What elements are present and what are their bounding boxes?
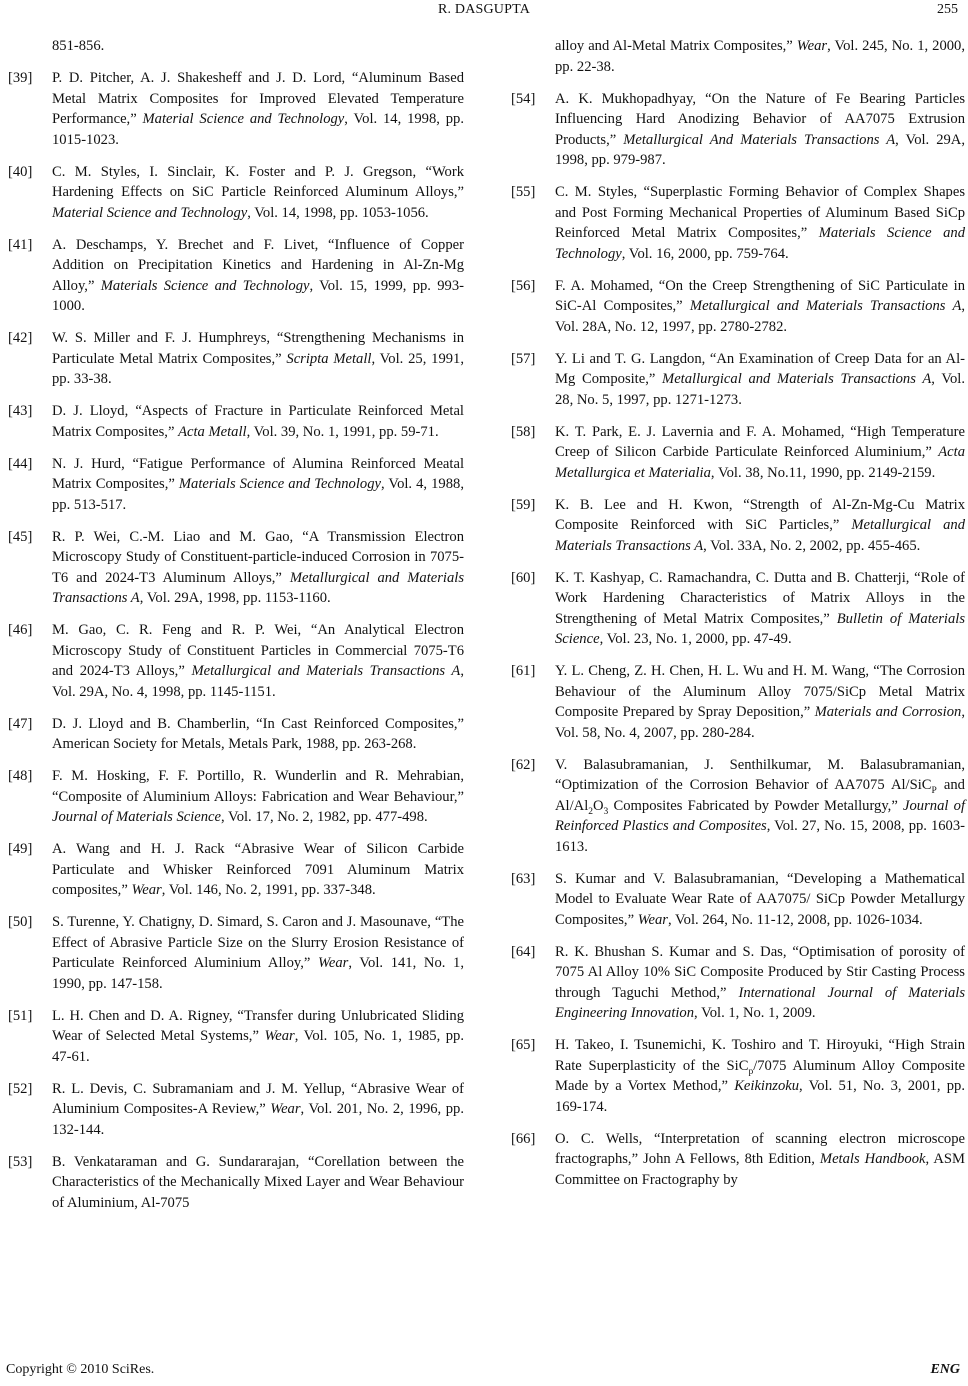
reference-entry [8, 527, 464, 609]
reference-continuation: 851-856. [52, 38, 105, 54]
reference-text: B. Venkataraman and G. Sundararajan, “Corellation between the Characteristics of the Mechanically Mixed Layer and Wear Behaviour of Aluminium, Al-7075 [52, 1153, 464, 1211]
reference-text: R. P. Wei, C.-M. Liao and M. Gao, “A Transmission Electron Microscopy Study of Constituent-particle-induced Corrosion in 7075-T6 and 2024-T3 Aluminum Alloys,” Metallurgical and Materials Transactions A, Vol. 29A, 1998, pp. 1153-1160. [52, 528, 464, 606]
copyright-notice: Copyright © 2010 SciRes. [6, 1362, 155, 1377]
reference-entry [511, 276, 965, 338]
reference-number: [54] [511, 90, 536, 107]
reference-text: K. T. Kashyap, C. Ramachandra, C. Dutta and B. Chatterji, “Role of Work Hardening Characteristics of Matrix Alloys in the Strengthening of Metal Matrix Composites,” Bulletin of Materials Science, Vol. 23, No. 1, 2000, pp. 47-49. [555, 569, 965, 647]
reference-text: P. D. Pitcher, A. J. Shakesheff and J. D. Lord, “Aluminum Based Metal Matrix Composites for Improved Elevated Temperature Performance,” Material Science and Technology, Vol. 14, 1998, pp. 1015-1023. [52, 70, 464, 148]
reference-text: D. J. Lloyd and B. Chamberlin, “In Cast Reinforced Composites,” American Society for Metals, Metals Park, 1988, pp. 263-268. [52, 715, 464, 752]
reference-entry [511, 1129, 965, 1191]
reference-continuation: alloy and Al-Metal Matrix Composites,” Wear, Vol. 245, No. 1, 2000, pp. 22-38. [555, 38, 966, 75]
journal-abbrev: ENG [930, 1362, 960, 1377]
reference-number: [65] [511, 1037, 536, 1053]
reference-entry [8, 454, 464, 516]
reference-entry [8, 401, 464, 442]
reference-text: W. S. Miller and F. J. Humphreys, “Strengthening Mechanisms in Particulate Metal Matrix Composites,” Scripta Metall, Vol. 25, 1991, pp. 33-38. [52, 330, 464, 387]
reference-text: O. C. Wells, “Interpretation of scanning electron microscope fractographs,” John A Fellows, 8th Edition, Metals Handbook, ASM Committee on Fractography by [555, 1130, 965, 1188]
reference-list-right [511, 89, 965, 1191]
reference-number: [59] [511, 496, 536, 513]
reference-entry [8, 839, 464, 901]
reference-number: [61] [511, 663, 536, 679]
running-head-author: R. DASGUPTA [437, 2, 531, 17]
reference-number: [47] [8, 715, 33, 732]
reference-text: D. J. Lloyd, “Aspects of Fracture in Particulate Reinforced Metal Matrix Composites,” Acta Metall, Vol. 39, No. 1, 1991, pp. 59-71. [52, 403, 464, 440]
reference-entry [8, 235, 464, 317]
reference-entry [8, 1079, 464, 1141]
reference-number: [57] [511, 350, 536, 367]
references-right-column [511, 36, 965, 1202]
reference-entry [511, 182, 965, 264]
reference-entry [511, 89, 965, 171]
reference-entry [511, 869, 965, 931]
reference-entry [511, 568, 965, 650]
references-left-column [8, 36, 464, 1225]
reference-text: F. A. Mohamed, “On the Creep Strengthening of SiC Particulate in SiC-Al Composites,” Metallurgical and Materials Transactions A, Vol. 28A, No. 12, 1997, pp. 2780-2782. [555, 277, 966, 335]
reference-text: H. Takeo, I. Tsunemichi, K. Toshiro and T. Hiroyuki, “High Strain Rate Superplasticity of the SiC$_p$/7075 Aluminum Alloy Composite Made by a Vortex Method,” Keikinzoku, Vol. 51, No. 3, 2001, pp. 169-174. [555, 1037, 966, 1115]
reference-text: Y. L. Cheng, Z. H. Chen, H. L. Wu and H. M. Wang, “The Corrosion Behaviour of the Aluminum Alloy 7075/SiCp Metal Matrix Composite Prepared by Spray Deposition,” Materials and Corrosion, Vol. 58, No. 4, 2007, pp. 280-284. [555, 663, 965, 741]
reference-entry [511, 422, 965, 484]
reference-number: [49] [8, 841, 33, 857]
reference-entry [8, 766, 464, 828]
reference-text: S. Kumar and V. Balasubramanian, “Developing a Mathematical Model to Evaluate Wear Rate of AA7075/ SiCp Powder Metallurgy Composites,” Wear, Vol. 264, No. 11-12, 2008, pp. 1026-1034. [555, 870, 965, 928]
reference-text: K. T. Park, E. J. Lavernia and F. A. Mohamed, “High Temperature Creep of Silicon Carbide Particulate Reinforced Aluminium,” Acta Metallurgica et Materialia, Vol. 38, No.11, 1990, pp. 2149-2159. [555, 423, 965, 481]
reference-text: F. M. Hosking, F. F. Portillo, R. Wunderlin and R. Mehrabian, “Composite of Aluminium Alloys: Fabrication and Wear Behaviour,” Journal of Materials Science, Vol. 17, No. 2, 1982, pp. 477-498. [52, 768, 464, 825]
reference-text: Y. Li and T. G. Langdon, “An Examination of Creep Data for an Al-Mg Composite,” Metallurgical and Materials Transactions A, Vol. 28, No. 5, 1997, pp. 1271-1273. [555, 350, 965, 408]
reference-text: R. L. Devis, C. Subramaniam and J. M. Yellup, “Abrasive Wear of Aluminium Composites-A Review,” Wear, Vol. 201, No. 2, 1996, pp. 132-144. [52, 1080, 465, 1138]
reference-number: [63] [511, 870, 536, 887]
reference-text: M. Gao, C. R. Feng and R. P. Wei, “An Analytical Electron Microscopy Study of Constituent Particles in Commercial 7075-T6 and 2024-T3 Alloys,” Metallurgical and Materials Transactions A, Vol. 29A, No. 4, 1998, pp. 1145-1151. [52, 622, 464, 700]
reference-number: [52] [8, 1080, 33, 1097]
reference-text: L. H. Chen and D. A. Rigney, “Transfer during Unlubricated Sliding Wear of Selected Metal Systems,” Wear, Vol. 105, No. 1, 1985, pp. 47-61. [52, 1007, 464, 1065]
reference-entry [8, 162, 464, 224]
reference-number: [50] [8, 914, 33, 930]
reference-entry [8, 68, 464, 150]
reference-number: [53] [8, 1153, 33, 1170]
reference-text: K. B. Lee and H. Kwon, “Strength of Al-Zn-Mg-Cu Matrix Composite Reinforced with SiC Particles,” Metallurgical and Materials Transactions A, Vol. 33A, No. 2, 2002, pp. 455-465. [555, 496, 966, 554]
reference-text: S. Turenne, Y. Chatigny, D. Simard, S. Caron and J. Masounave, “The Effect of Abrasive Particle Size on the Slurry Erosion Resistance of Particulate Reinforced Aluminium Alloy,” Wear, Vol. 141, No. 1, 1990, pp. 147-158. [52, 914, 465, 992]
reference-number: [40] [8, 163, 33, 180]
reference-number: [51] [8, 1007, 33, 1024]
reference-number: [39] [8, 70, 33, 86]
reference-entry [511, 1035, 965, 1117]
reference-entry [8, 714, 464, 755]
reference-number: [58] [511, 423, 536, 440]
reference-text: C. M. Styles, I. Sinclair, K. Foster and P. J. Gregson, “Work Hardening Effects on SiC Particle Reinforced Aluminum Alloys,” Material Science and Technology, Vol. 14, 1998, pp. 1053-1056. [52, 163, 464, 221]
reference-text: R. K. Bhushan S. Kumar and S. Das, “Optimisation of porosity of 7075 Al Alloy 10% SiC Composite Produced by Stir Casting Process through Taguchi Method,” International Journal of Materials Engineering Innovation, Vol. 1, No. 1, 2009. [555, 943, 965, 1021]
running-header [0, 0, 968, 26]
reference-entry [8, 620, 464, 702]
reference-text: A. K. Mukhopadhyay, “On the Nature of Fe Bearing Particles Influencing Hard Anodizing Behavior of AA7075 Extrusion Products,” Metallurgical And Materials Transactions A, Vol. 29A, 1998, pp. 979-987. [555, 90, 965, 168]
reference-entry [511, 942, 965, 1024]
reference-number: [60] [511, 569, 536, 586]
reference-number: [56] [511, 277, 536, 294]
reference-entry [511, 661, 965, 743]
reference-entry [8, 1152, 464, 1214]
reference-number: [45] [8, 528, 33, 545]
reference-number: [44] [8, 455, 33, 472]
reference-entry [8, 328, 464, 390]
reference-list-left [8, 68, 464, 1213]
reference-number: [42] [8, 330, 33, 346]
reference-number: [41] [8, 236, 33, 253]
reference-number: [64] [511, 943, 536, 960]
reference-text: A. Wang and H. J. Rack “Abrasive Wear of Silicon Carbide Particulate and Whisker Reinforced 7091 Aluminum Matrix composites,” Wear, Vol. 146, No. 2, 1991, pp. 337-348. [52, 841, 464, 898]
reference-number: [46] [8, 622, 33, 638]
reference-entry [8, 912, 464, 994]
reference-entry [511, 495, 965, 557]
reference-number: [55] [511, 184, 536, 200]
reference-text: C. M. Styles, “Superplastic Forming Behavior of Complex Shapes and Post Forming Mechanical Properties of Aluminum Based SiCp Reinforced Metal Matrix Composites,” Materials Science and Technology, Vol. 16, 2000, pp. 759-764. [555, 184, 966, 262]
reference-entry [8, 1006, 464, 1068]
reference-entry [511, 755, 965, 858]
reference-text: V. Balasubramanian, J. Senthilkumar, M. Balasubramanian, “Optimization of the Corrosion Behavior of AA7075 Al/SiC$_P$ and $Al/Al_2O_3$ Composites Fabricated by Powder Metallurgy,” Journal of Reinforced Plastics and Composites, Vol. 27, No. 15, 2008, pp. 1603-1613. [555, 756, 965, 855]
reference-text: N. J. Hurd, “Fatigue Performance of Alumina Reinforced Meatal Matrix Composites,” Materials Science and Technology, Vol. 4, 1988, pp. 513-517. [52, 455, 464, 513]
page-number: 255 [937, 2, 958, 17]
reference-text: A. Deschamps, Y. Brechet and F. Livet, “Influence of Copper Addition on Precipitation Kinetics and Hardening in Al-Zn-Mg Alloy,” Materials Science and Technology, Vol. 15, 1999, pp. 993-1000. [52, 236, 464, 314]
reference-number: [66] [511, 1130, 536, 1147]
page-footer [0, 1362, 968, 1384]
reference-entry [511, 349, 965, 411]
reference-number: [62] [511, 756, 536, 773]
reference-number: [48] [8, 768, 33, 784]
reference-number: [43] [8, 403, 33, 419]
